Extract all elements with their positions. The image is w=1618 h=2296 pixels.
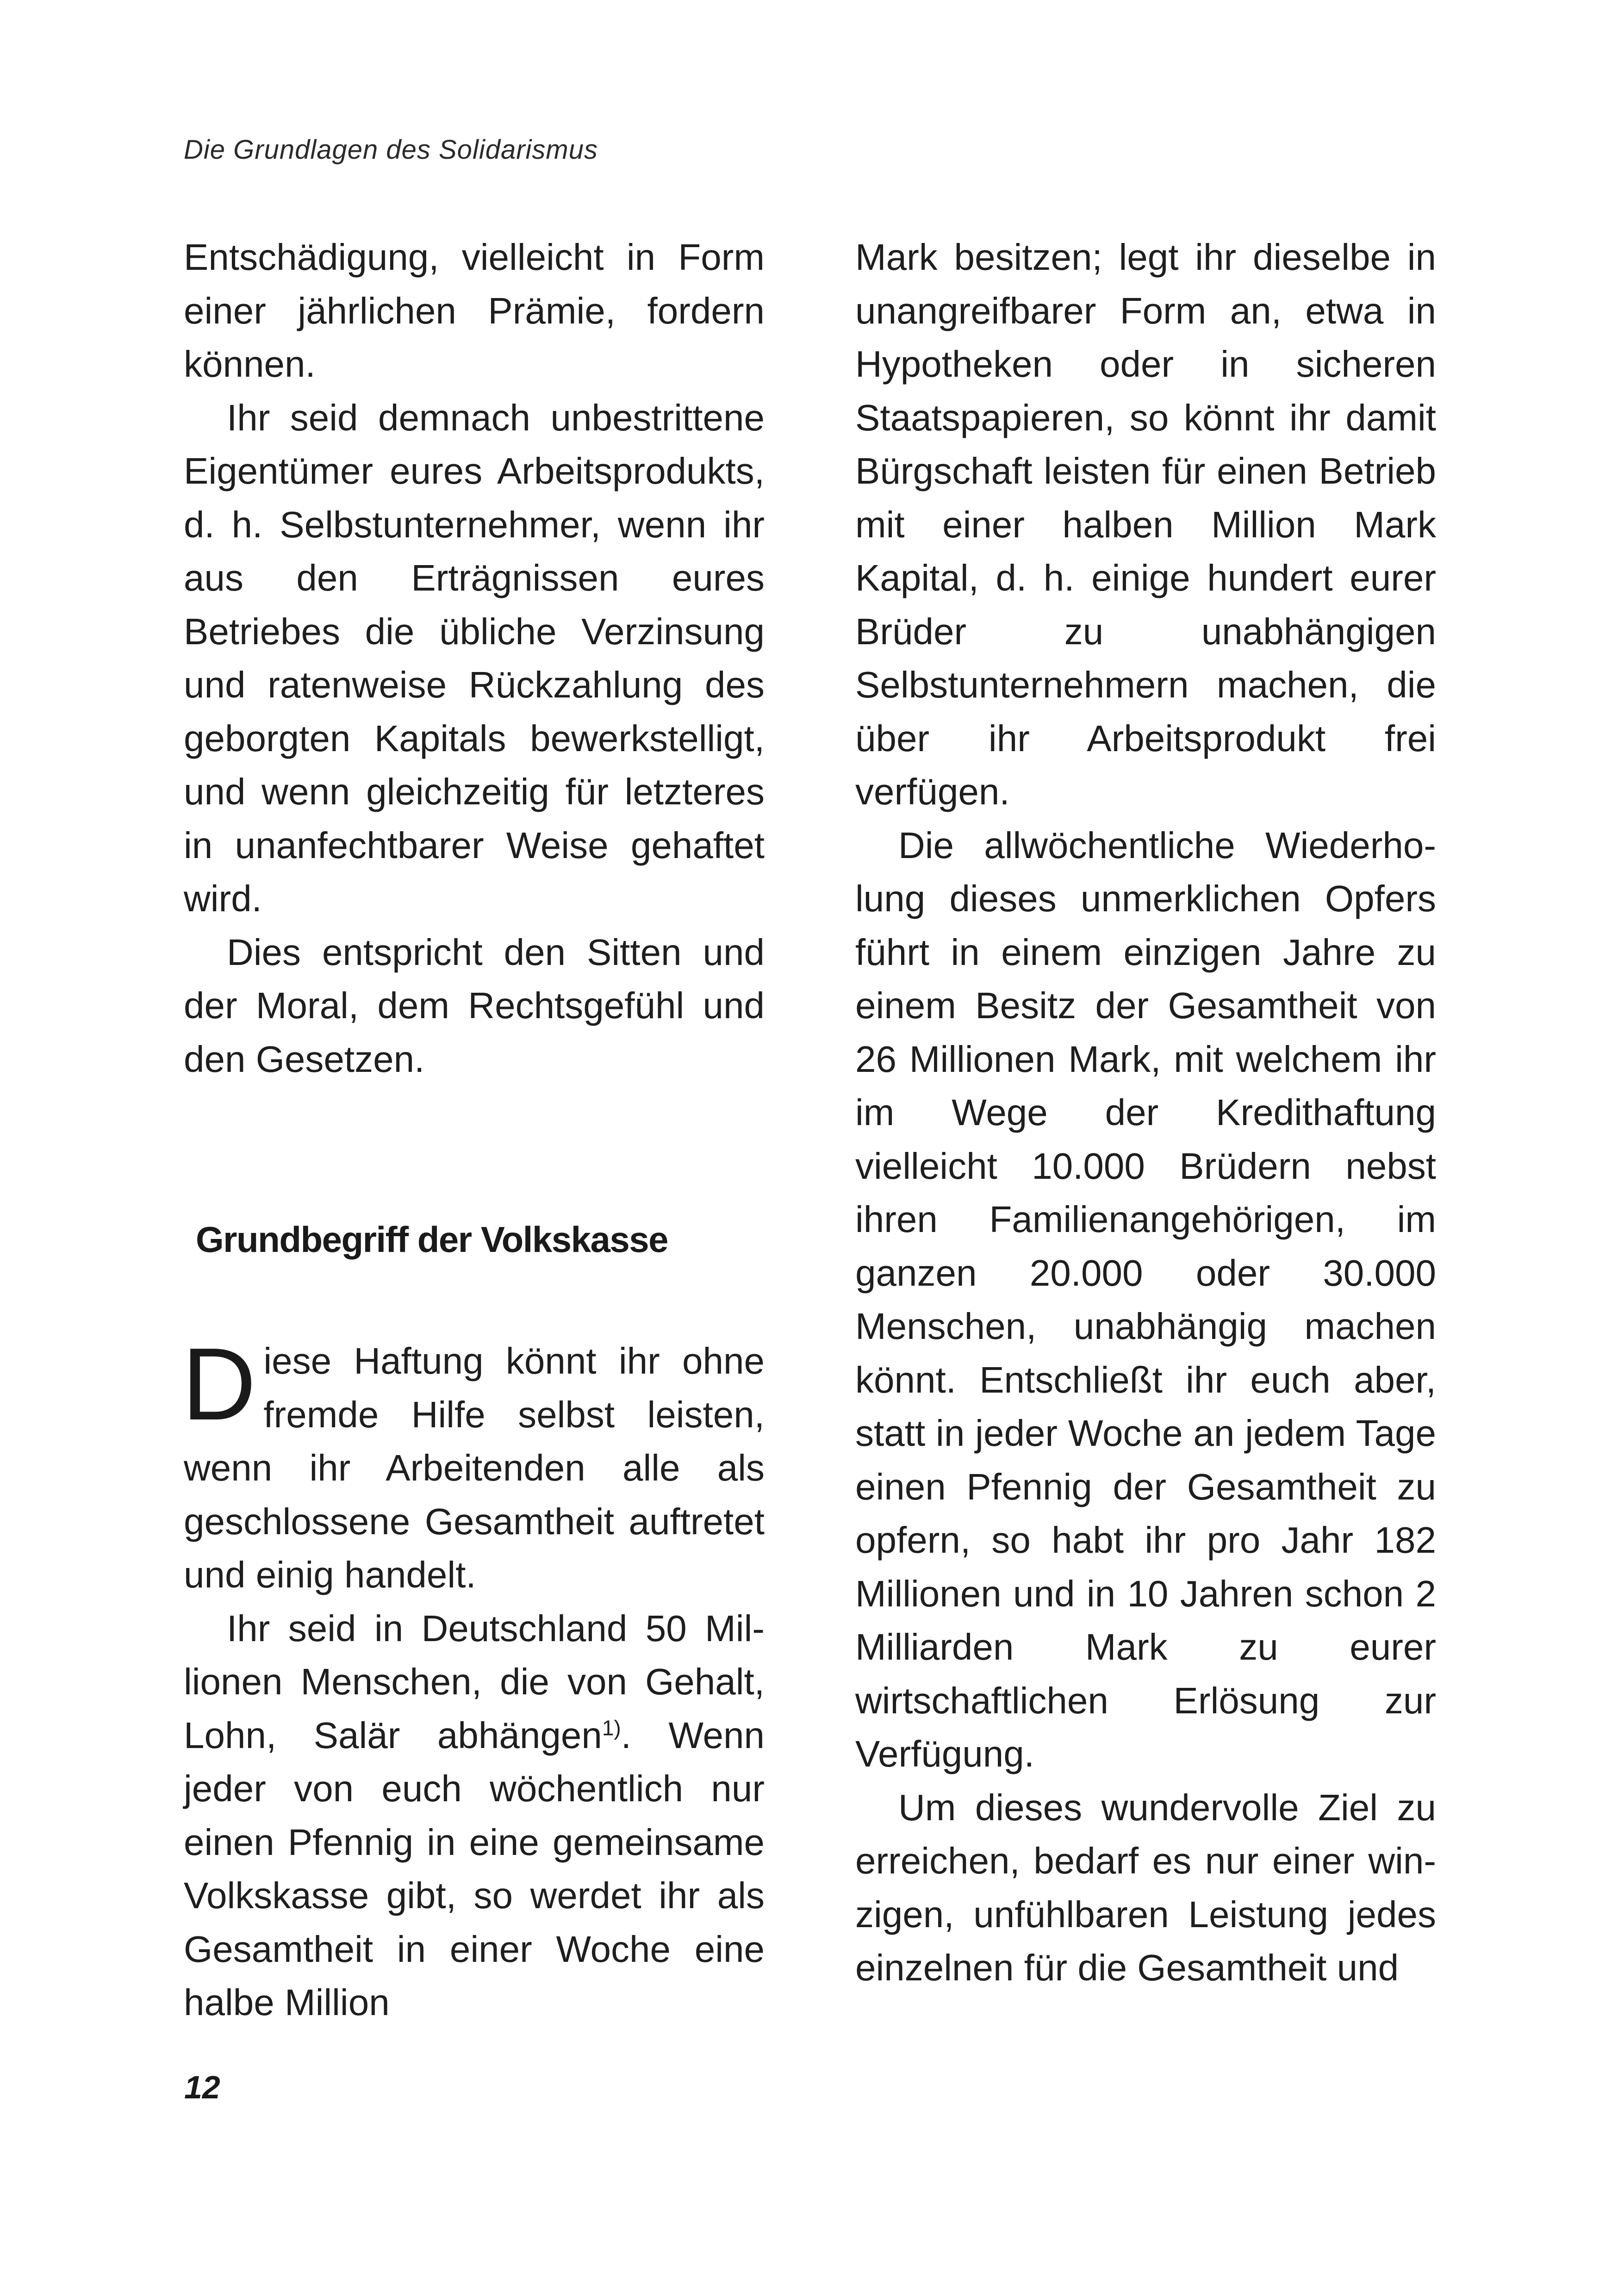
paragraph-weekly-repetition: Die allwöchentliche Wiederholung dieses unmerklichen Opfers führt in einem einzigen Jahre zu einem Besitz der Gesamtheit von 26 Millionen Mark, mit welchem ihr im Wege der Kredithaftung vielleicht 10.000 Brüdern nebst ihren Familienangehörigen, im ganzen 20.000 oder 30.000 Menschen, unabhängig machen könnt. Entschließt ihr euch aber, statt in jeder Woche an jedem Tage einen Pfennig der Gesamtheit zu opfern, so habt ihr pro Jahr 182 Millionen und in 10 Jahren schon 2 Milliarden Mark zu eurer wirtschaftlichen Erlösung zur Verfügung. [855,824,1436,1774]
page-number: 12 [184,2069,220,2105]
drop-cap: D [182,1327,256,1442]
paragraph-morals: Dies entspricht den Sitten und der Moral, dem Rechtsgefühl und den Gesetzen. [184,931,765,1080]
paragraph-liability [182,1327,765,1602]
paragraph-fifty-million-text: Ihr seid in Deutschland 50 Millionen Menschen, die von Gehalt, Lohn, Salär abhängen [184,1607,765,1756]
paragraph-goal: Um dieses wundervolle Ziel zu erreichen, bedarf es nur einer winzigen, unfühlbaren Leistung jedes einzelnen für die Gesamtheit und [855,1786,1436,1988]
paragraph-owners: Ihr seid demnach unbestrittene Eigentümer eures Arbeitsprodukts, d. h. Selbstunternehmer, wenn ihr aus den Erträgnissen eures Betriebes die übliche Verzinsung und ratenweise Rückzahlung des geborgten Kapitals bewerkstelligt, und wenn gleichzeitig für letzteres in unanfechtbarer Weise gehaftet wird. [184,397,765,919]
paragraph-mark-possession: Mark besitzen; legt ihr dieselbe in unangreifbarer Form an, etwa in Hypotheken oder in sicheren Staatspapieren, so könnt ihr damit Bürgschaft leisten für einen Betrieb mit einer halben Million Mark Kapital, d. h. einige hundert eurer Brüder zu unabhängigen Selbstunternehmern machen, die über ihr Arbeitsprodukt frei verfügen. [855,236,1436,812]
left-column [184,230,765,2029]
paragraph-fifty-million [184,1602,765,2029]
section-heading: Grundbegriff der Volkskasse [196,1219,668,1260]
right-column [855,230,1436,1995]
paragraph-fifty-million-continued: . Wenn jeder von euch wöchentlich nur einen Pfennig in eine gemeinsame Volkskasse gibt, so werdet ihr als Gesamtheit in einer Woche eine halbe Million [184,1714,765,2023]
paragraph-liability-text: iese Haftung könnt ihr ohne fremde Hilfe selbst leisten, wenn ihr Arbeitenden alle als geschlossene Gesamtheit auftretet und einig handelt. [184,1340,765,1595]
running-header: Die Grundlagen des Solidarismus [184,135,598,165]
footnote-marker: 1) [602,1715,621,1740]
paragraph-compensation-end: Entschädigung, vielleicht in Form einer jährlichen Prämie, fordern können. [184,236,765,385]
